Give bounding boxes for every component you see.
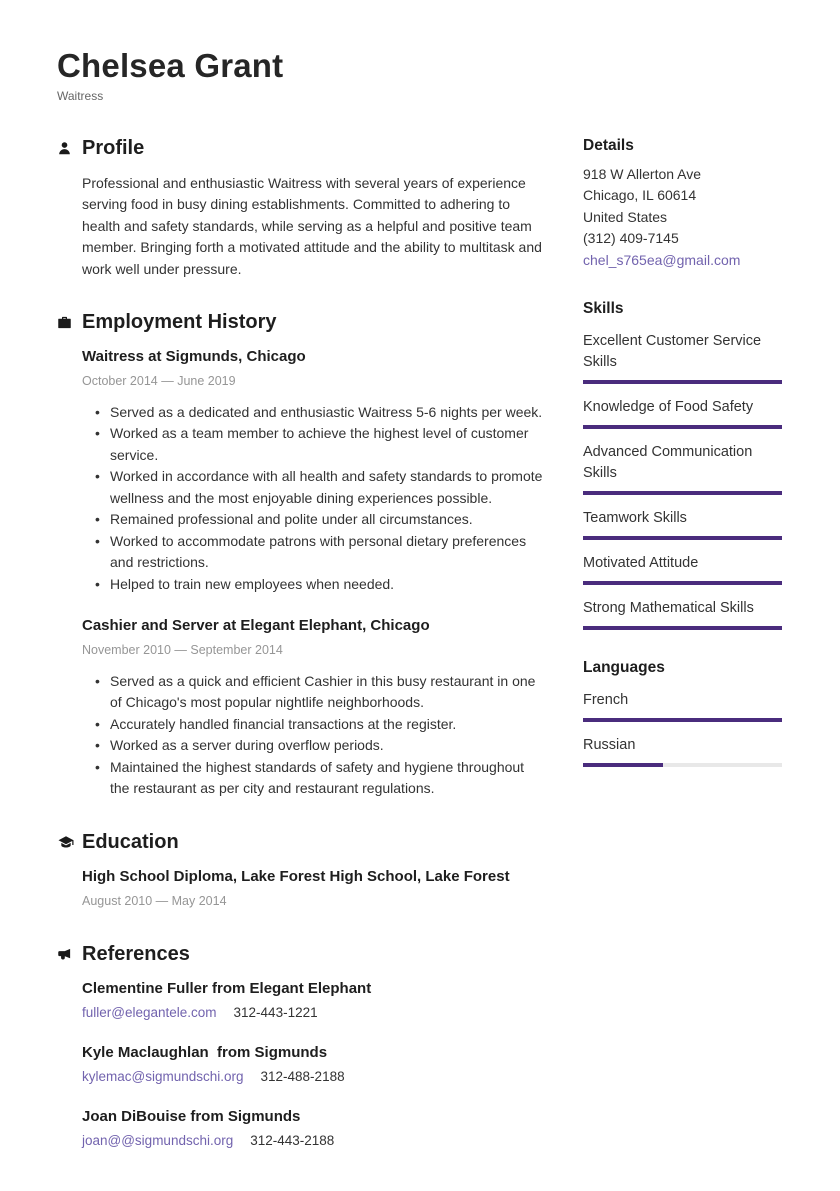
employment-section	[57, 311, 546, 800]
candidate-job-title: Waitress	[57, 88, 104, 103]
megaphone-icon	[57, 947, 82, 962]
address-line-2: Chicago, IL 60614	[583, 187, 697, 204]
education-title: High School Diploma, Lake Forest High School, Lake Forest	[82, 867, 510, 885]
profile-heading-label: Profile	[82, 136, 145, 159]
skills-section	[583, 300, 782, 630]
reference-entry-3	[82, 1107, 546, 1151]
skill-bar	[583, 380, 782, 384]
job-bullet: • Helped to train new employees when needed.	[82, 574, 546, 596]
education-dates: August 2010 — May 2014	[82, 893, 227, 908]
reference-entry-2	[82, 1043, 546, 1087]
education-entry	[82, 867, 546, 913]
skill-bar	[583, 536, 782, 540]
job-bullet: • Served as a dedicated and enthusiastic Waitress 5-6 nights per week.	[82, 402, 546, 424]
reference-phone: 312-443-1221	[233, 1005, 318, 1021]
language-label: French	[583, 692, 629, 709]
job-bullet-list	[82, 671, 546, 800]
skill-label: Knowledge of Food Safety	[583, 399, 754, 416]
details-section	[583, 137, 782, 272]
skill-label: Strong Mathematical Skills	[583, 600, 754, 617]
reference-name: Clementine Fuller from Elegant Elephant	[82, 980, 372, 998]
skill-item	[583, 553, 782, 585]
reference-name: Joan DiBouise from Sigmunds	[82, 1108, 301, 1126]
job-bullet: • Remained professional and polite under all circumstances.	[82, 509, 546, 531]
reference-contact	[82, 1131, 546, 1151]
employment-body	[57, 347, 546, 800]
address-line-1: 918 W Allerton Ave	[583, 165, 702, 182]
content-columns	[57, 137, 782, 1152]
job-bullet: • Worked as a server during overflow periods.	[82, 735, 546, 757]
profile-body	[57, 173, 546, 281]
reference-contact	[82, 1003, 546, 1023]
profile-section	[57, 137, 546, 281]
briefcase-icon	[57, 315, 82, 330]
language-bar	[583, 718, 782, 722]
language-bar-fill	[583, 718, 782, 722]
job-entry-2	[82, 616, 546, 800]
email-link[interactable]: chel_s765ea@gmail.com	[583, 251, 741, 268]
reference-phone: 312-488-2188	[260, 1069, 345, 1085]
reference-name: Kyle Maclaughlan from Sigmunds	[82, 1044, 328, 1062]
reference-email-link[interactable]: joan@@sigmundschi.org	[82, 1133, 234, 1149]
language-bar	[583, 763, 782, 767]
skill-bar	[583, 626, 782, 630]
skill-bar-fill	[583, 536, 782, 540]
profile-text: Professional and enthusiastic Waitress with several years of experience serving food in busy dining establishments. Committed to adhering to health and safety standards, while serving as a helpful and positive team member. Bringing forth a motivated attitude and the ability to multitask and work well under pressure.	[82, 174, 542, 277]
skill-bar	[583, 491, 782, 495]
language-label: Russian	[583, 737, 636, 754]
language-bar-fill	[583, 763, 663, 767]
graduation-cap-icon	[57, 835, 82, 850]
person-icon	[57, 141, 82, 156]
references-heading	[57, 943, 546, 966]
job-dates: November 2010 — September 2014	[82, 643, 283, 658]
skill-bar-fill	[583, 626, 782, 630]
employment-heading	[57, 311, 546, 334]
skill-bar-fill	[583, 380, 782, 384]
languages-section	[583, 659, 782, 767]
address-country: United States	[583, 208, 668, 225]
sidebar-column	[583, 137, 782, 1152]
references-heading-label: References	[82, 943, 190, 966]
references-body	[57, 979, 546, 1151]
skill-label: Advanced Communication Skills	[583, 444, 753, 482]
profile-heading	[57, 137, 546, 160]
skills-heading: Skills	[583, 300, 624, 318]
skill-item	[583, 331, 782, 384]
job-title: Waitress at Sigmunds, Chicago	[82, 348, 306, 366]
reference-email-link[interactable]: fuller@elegantele.com	[82, 1005, 217, 1021]
skill-bar-fill	[583, 425, 782, 429]
skill-bar-fill	[583, 581, 782, 585]
candidate-name: Chelsea Grant	[57, 47, 284, 84]
job-bullet: • Served as a quick and efficient Cashier in this busy restaurant in one of Chicago's most popular nightlife neighborhoods.	[82, 671, 546, 714]
skill-item	[583, 598, 782, 630]
skill-bar	[583, 581, 782, 585]
resume-header	[57, 47, 782, 103]
job-bullet: • Worked as a team member to achieve the highest level of customer service.	[82, 423, 546, 466]
languages-heading: Languages	[583, 659, 665, 677]
skill-bar	[583, 425, 782, 429]
references-section	[57, 943, 546, 1151]
language-item	[583, 735, 782, 767]
details-heading: Details	[583, 136, 634, 154]
main-column	[57, 137, 546, 1152]
job-bullet: • Maintained the highest standards of safety and hygiene throughout the restaurant as per city and restaurant regulations.	[82, 757, 546, 800]
job-bullet: • Worked in accordance with all health and safety standards to promote wellness and the most enjoyable dining experiences possible.	[82, 466, 546, 509]
phone-number: (312) 409-7145	[583, 230, 679, 247]
job-title: Cashier and Server at Elegant Elephant, Chicago	[82, 617, 430, 635]
skill-label: Teamwork Skills	[583, 510, 687, 527]
reference-email-link[interactable]: kylemac@sigmundschi.org	[82, 1069, 244, 1085]
education-section	[57, 831, 546, 913]
language-item	[583, 690, 782, 722]
employment-heading-label: Employment History	[82, 311, 277, 334]
job-bullet: • Worked to accommodate patrons with personal dietary preferences and restrictions.	[82, 531, 546, 574]
skill-label: Motivated Attitude	[583, 555, 699, 572]
job-bullet-list	[82, 402, 546, 596]
skill-label: Excellent Customer Service Skills	[583, 333, 762, 371]
skill-bar-fill	[583, 491, 782, 495]
job-dates: October 2014 — June 2019	[82, 374, 236, 389]
skill-item	[583, 442, 782, 495]
reference-entry-1	[82, 979, 546, 1023]
reference-contact	[82, 1067, 546, 1087]
job-entry-1	[82, 347, 546, 595]
skill-item	[583, 508, 782, 540]
education-body	[57, 867, 546, 913]
skill-item	[583, 397, 782, 429]
education-heading	[57, 831, 546, 854]
education-heading-label: Education	[82, 830, 179, 853]
reference-phone: 312-443-2188	[250, 1133, 335, 1149]
job-bullet: • Accurately handled financial transactions at the register.	[82, 714, 546, 736]
